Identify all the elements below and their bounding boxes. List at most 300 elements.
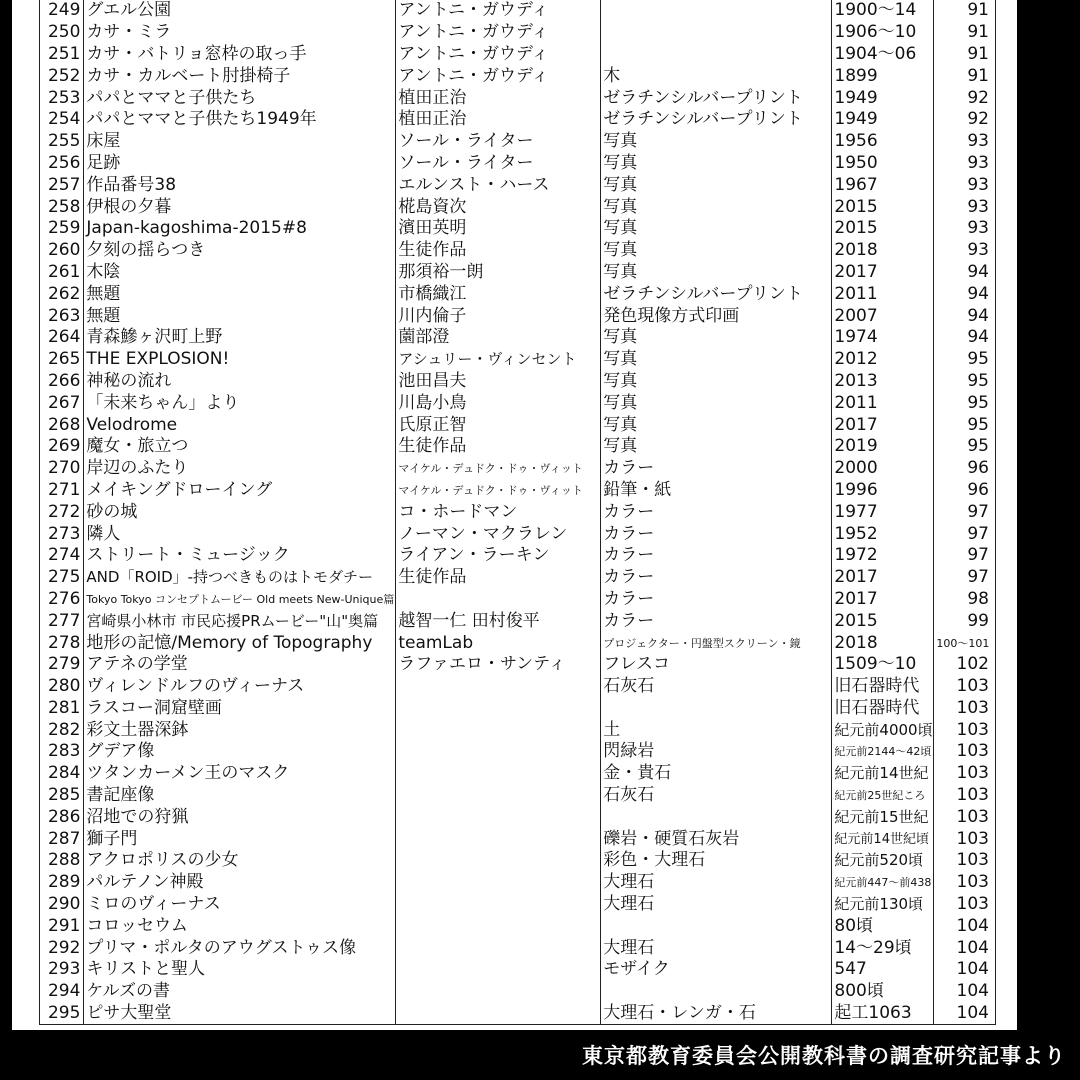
year-cell: 547: [832, 959, 934, 981]
row-number-cell: 255: [40, 131, 84, 153]
year-cell: 紀元前130頃: [832, 894, 934, 916]
year-cell: 紀元前4000頃: [832, 719, 934, 741]
artist-name-cell: ソール・ライター: [396, 153, 601, 175]
table-row: [40, 305, 996, 327]
table-row: [40, 698, 996, 720]
artist-name-cell: 植田正治: [396, 109, 601, 131]
year-cell: 1977: [832, 501, 934, 523]
artwork-title-cell: コロッセウム: [84, 915, 396, 937]
artwork-title-cell: グデア像: [84, 741, 396, 763]
year-cell: 2017: [832, 567, 934, 589]
table-row: [40, 872, 996, 894]
medium-cell: 写真: [601, 174, 832, 196]
medium-cell: [601, 698, 832, 720]
medium-cell: カラー: [601, 523, 832, 545]
table-row: [40, 741, 996, 763]
artist-name-cell: 生徒作品: [396, 436, 601, 458]
table-row: [40, 894, 996, 916]
table-row: [40, 109, 996, 131]
row-number-cell: 264: [40, 327, 84, 349]
medium-cell: 礫岩・硬質石灰岩: [601, 828, 832, 850]
artwork-title-cell: Japan-kagoshima-2015#8: [84, 218, 396, 240]
table-row: [40, 959, 996, 981]
row-number-cell: 261: [40, 262, 84, 284]
row-number-cell: 275: [40, 567, 84, 589]
textbook-page-cell: 93: [934, 131, 996, 153]
textbook-page-cell: 97: [934, 567, 996, 589]
artwork-title-cell: パルテノン神殿: [84, 872, 396, 894]
table-row: [40, 1003, 996, 1025]
row-number-cell: 266: [40, 371, 84, 393]
table-row: [40, 719, 996, 741]
artwork-title-cell: ピサ大聖堂: [84, 1003, 396, 1025]
artwork-title-cell: ミロのヴィーナス: [84, 894, 396, 916]
artwork-title-cell: カサ・ミラ: [84, 22, 396, 44]
artwork-title-cell: 伊根の夕暮: [84, 196, 396, 218]
row-number-cell: 276: [40, 589, 84, 611]
textbook-page-cell: 97: [934, 545, 996, 567]
row-number-cell: 260: [40, 240, 84, 262]
artist-name-cell: [396, 698, 601, 720]
row-number-cell: 262: [40, 283, 84, 305]
row-number-cell: 259: [40, 218, 84, 240]
year-cell: 14〜29頃: [832, 937, 934, 959]
table-row: [40, 262, 996, 284]
artwork-title-cell: 青森鰺ヶ沢町上野: [84, 327, 396, 349]
textbook-page-cell: 94: [934, 262, 996, 284]
table-row: [40, 436, 996, 458]
artwork-title-cell: パパとママと子供たち: [84, 87, 396, 109]
table-row: [40, 196, 996, 218]
artist-name-cell: [396, 785, 601, 807]
artwork-title-cell: Tokyo Tokyo コンセプトムービー Old meets New-Unique篇: [84, 589, 396, 611]
textbook-page-cell: 91: [934, 22, 996, 44]
year-cell: 2013: [832, 371, 934, 393]
medium-cell: 閃緑岩: [601, 741, 832, 763]
year-cell: 2017: [832, 262, 934, 284]
medium-cell: [601, 44, 832, 66]
artist-name-cell: teamLab: [396, 632, 601, 654]
medium-cell: フレスコ: [601, 654, 832, 676]
medium-cell: カラー: [601, 458, 832, 480]
table-row: [40, 392, 996, 414]
artist-name-cell: 池田昌夫: [396, 371, 601, 393]
artwork-title-cell: 砂の城: [84, 501, 396, 523]
textbook-page-cell: 97: [934, 523, 996, 545]
row-number-cell: 285: [40, 785, 84, 807]
table-row: [40, 0, 996, 22]
row-number-cell: 254: [40, 109, 84, 131]
artist-name-cell: [396, 828, 601, 850]
textbook-page-cell: 93: [934, 153, 996, 175]
medium-cell: 彩色・大理石: [601, 850, 832, 872]
medium-cell: [601, 806, 832, 828]
textbook-page-cell: 95: [934, 436, 996, 458]
medium-cell: 写真: [601, 196, 832, 218]
artwork-title-cell: 夕刻の揺らつき: [84, 240, 396, 262]
textbook-page-cell: 103: [934, 894, 996, 916]
table-row: [40, 981, 996, 1003]
artwork-title-cell: AND「ROID」-持つべきものはトモダチー: [84, 567, 396, 589]
medium-cell: カラー: [601, 501, 832, 523]
artwork-title-cell: 獅子門: [84, 828, 396, 850]
medium-cell: [601, 915, 832, 937]
textbook-page-cell: 96: [934, 458, 996, 480]
artist-name-cell: [396, 850, 601, 872]
textbook-page-cell: 93: [934, 240, 996, 262]
year-cell: 2015: [832, 196, 934, 218]
artwork-title-cell: メイキングドローイング: [84, 480, 396, 502]
artist-name-cell: マイケル・デュドク・ドゥ・ヴィット: [396, 458, 601, 480]
textbook-page-cell: 103: [934, 850, 996, 872]
year-cell: 1949: [832, 87, 934, 109]
table-row: [40, 610, 996, 632]
table-row: [40, 501, 996, 523]
table-row: [40, 828, 996, 850]
artist-name-cell: 市橋織江: [396, 283, 601, 305]
row-number-cell: 283: [40, 741, 84, 763]
artist-name-cell: [396, 959, 601, 981]
artist-name-cell: 植田正治: [396, 87, 601, 109]
artwork-title-cell: 岸辺のふたり: [84, 458, 396, 480]
row-number-cell: 289: [40, 872, 84, 894]
row-number-cell: 274: [40, 545, 84, 567]
table-row: [40, 22, 996, 44]
medium-cell: 写真: [601, 349, 832, 371]
textbook-page-cell: 95: [934, 414, 996, 436]
artist-name-cell: ノーマン・マクラレン: [396, 523, 601, 545]
artist-name-cell: [396, 741, 601, 763]
medium-cell: 土: [601, 719, 832, 741]
year-cell: 紀元前520頃: [832, 850, 934, 872]
medium-cell: ゼラチンシルバープリント: [601, 283, 832, 305]
row-number-cell: 273: [40, 523, 84, 545]
medium-cell: 写真: [601, 327, 832, 349]
medium-cell: カラー: [601, 567, 832, 589]
year-cell: 1950: [832, 153, 934, 175]
row-number-cell: 252: [40, 65, 84, 87]
year-cell: 2012: [832, 349, 934, 371]
textbook-page-cell: 93: [934, 196, 996, 218]
table-row: [40, 567, 996, 589]
year-cell: 2018: [832, 632, 934, 654]
table-row: [40, 371, 996, 393]
year-cell: 2015: [832, 218, 934, 240]
artwork-title-cell: キリストと聖人: [84, 959, 396, 981]
artwork-title-cell: 床屋: [84, 131, 396, 153]
year-cell: 1900〜14: [832, 0, 934, 22]
medium-cell: [601, 981, 832, 1003]
year-cell: 1956: [832, 131, 934, 153]
artwork-title-cell: カサ・バトリョ窓枠の取っ手: [84, 44, 396, 66]
artwork-title-cell: THE EXPLOSION!: [84, 349, 396, 371]
medium-cell: ゼラチンシルバープリント: [601, 87, 832, 109]
textbook-page-cell: 91: [934, 44, 996, 66]
medium-cell: 鉛筆・紙: [601, 480, 832, 502]
year-cell: 2000: [832, 458, 934, 480]
row-number-cell: 280: [40, 676, 84, 698]
year-cell: 800頃: [832, 981, 934, 1003]
medium-cell: 発色現像方式印画: [601, 305, 832, 327]
artist-name-cell: 氏原正智: [396, 414, 601, 436]
table-row: [40, 654, 996, 676]
artist-name-cell: アシュリー・ヴィンセント: [396, 349, 601, 371]
medium-cell: ゼラチンシルバープリント: [601, 109, 832, 131]
table-row: [40, 87, 996, 109]
year-cell: 2015: [832, 610, 934, 632]
medium-cell: 石灰石: [601, 785, 832, 807]
table-row: [40, 458, 996, 480]
artwork-title-cell: 地形の記憶/Memory of Topography: [84, 632, 396, 654]
artwork-title-cell: 魔女・旅立つ: [84, 436, 396, 458]
year-cell: 1949: [832, 109, 934, 131]
row-number-cell: 249: [40, 0, 84, 22]
artwork-table-body: [40, 0, 996, 1025]
textbook-page-cell: 103: [934, 676, 996, 698]
year-cell: 1509〜10: [832, 654, 934, 676]
textbook-page-cell: 91: [934, 65, 996, 87]
textbook-page-cell: 103: [934, 698, 996, 720]
year-cell: 1952: [832, 523, 934, 545]
artwork-title-cell: 無題: [84, 283, 396, 305]
artist-name-cell: [396, 719, 601, 741]
artist-name-cell: [396, 806, 601, 828]
medium-cell: 木: [601, 65, 832, 87]
artist-name-cell: コ・ホードマン: [396, 501, 601, 523]
medium-cell: 写真: [601, 414, 832, 436]
year-cell: 紀元前25世紀ころ: [832, 785, 934, 807]
year-cell: 80頃: [832, 915, 934, 937]
row-number-cell: 257: [40, 174, 84, 196]
year-cell: 2011: [832, 392, 934, 414]
table-row: [40, 523, 996, 545]
textbook-page-cell: 104: [934, 1003, 996, 1025]
medium-cell: カラー: [601, 610, 832, 632]
medium-cell: 写真: [601, 392, 832, 414]
artwork-title-cell: ツタンカーメン王のマスク: [84, 763, 396, 785]
textbook-page-cell: 100〜101: [934, 632, 996, 654]
row-number-cell: 256: [40, 153, 84, 175]
artist-name-cell: ライアン・ラーキン: [396, 545, 601, 567]
medium-cell: 写真: [601, 262, 832, 284]
artist-name-cell: アントニ・ガウディ: [396, 44, 601, 66]
textbook-page-cell: 94: [934, 283, 996, 305]
year-cell: 紀元前15世紀: [832, 806, 934, 828]
table-row: [40, 785, 996, 807]
row-number-cell: 258: [40, 196, 84, 218]
table-row: [40, 131, 996, 153]
artist-name-cell: [396, 937, 601, 959]
artwork-title-cell: カサ・カルベート肘掛椅子: [84, 65, 396, 87]
table-row: [40, 174, 996, 196]
table-row: [40, 589, 996, 611]
year-cell: 紀元前14世紀: [832, 763, 934, 785]
table-row: [40, 327, 996, 349]
table-row: [40, 806, 996, 828]
artwork-title-cell: 無題: [84, 305, 396, 327]
medium-cell: カラー: [601, 545, 832, 567]
year-cell: 紀元前447〜前438: [832, 872, 934, 894]
artwork-title-cell: 彩文土器深鉢: [84, 719, 396, 741]
row-number-cell: 287: [40, 828, 84, 850]
medium-cell: 大理石・レンガ・石: [601, 1003, 832, 1025]
textbook-page-cell: 92: [934, 87, 996, 109]
textbook-page-cell: 93: [934, 174, 996, 196]
artwork-title-cell: プリマ・ポルタのアウグストゥス像: [84, 937, 396, 959]
artist-name-cell: エルンスト・ハース: [396, 174, 601, 196]
artist-name-cell: 川島小鳥: [396, 392, 601, 414]
textbook-page-cell: 104: [934, 981, 996, 1003]
table-row: [40, 632, 996, 654]
artist-name-cell: アントニ・ガウディ: [396, 22, 601, 44]
table-row: [40, 937, 996, 959]
row-number-cell: 267: [40, 392, 84, 414]
artwork-title-cell: 足跡: [84, 153, 396, 175]
table-row: [40, 480, 996, 502]
textbook-page-cell: 95: [934, 371, 996, 393]
textbook-page-cell: 103: [934, 741, 996, 763]
table-row: [40, 349, 996, 371]
artist-name-cell: アントニ・ガウディ: [396, 65, 601, 87]
artwork-title-cell: 宮崎県小林市 市民応援PRムービー"山"奥篇: [84, 610, 396, 632]
medium-cell: 写真: [601, 218, 832, 240]
artist-name-cell: [396, 915, 601, 937]
row-number-cell: 253: [40, 87, 84, 109]
textbook-page-cell: 103: [934, 828, 996, 850]
artwork-title-cell: パパとママと子供たち1949年: [84, 109, 396, 131]
year-cell: 旧石器時代: [832, 698, 934, 720]
row-number-cell: 291: [40, 915, 84, 937]
artist-name-cell: ラファエロ・サンティ: [396, 654, 601, 676]
table-row: [40, 545, 996, 567]
textbook-page-cell: 103: [934, 719, 996, 741]
row-number-cell: 271: [40, 480, 84, 502]
textbook-page-cell: 103: [934, 806, 996, 828]
artwork-title-cell: 作品番号38: [84, 174, 396, 196]
table-row: [40, 763, 996, 785]
artist-name-cell: [396, 676, 601, 698]
row-number-cell: 286: [40, 806, 84, 828]
textbook-page-cell: 94: [934, 327, 996, 349]
table-row: [40, 65, 996, 87]
year-cell: 起工1063: [832, 1003, 934, 1025]
year-cell: 旧石器時代: [832, 676, 934, 698]
artist-name-cell: 椛島資次: [396, 196, 601, 218]
medium-cell: 写真: [601, 240, 832, 262]
textbook-page-cell: 103: [934, 785, 996, 807]
row-number-cell: 268: [40, 414, 84, 436]
artist-name-cell: [396, 763, 601, 785]
source-caption: 東京都教育委員会公開教科書の調査研究記事より: [582, 1043, 1066, 1068]
artwork-title-cell: 木陰: [84, 262, 396, 284]
artist-name-cell: 越智一仁 田村俊平: [396, 610, 601, 632]
year-cell: 1967: [832, 174, 934, 196]
artwork-title-cell: ヴィレンドルフのヴィーナス: [84, 676, 396, 698]
artist-name-cell: 生徒作品: [396, 240, 601, 262]
artist-name-cell: 薗部澄: [396, 327, 601, 349]
artist-name-cell: 生徒作品: [396, 567, 601, 589]
artist-name-cell: ソール・ライター: [396, 131, 601, 153]
textbook-page-cell: 93: [934, 218, 996, 240]
artwork-title-cell: アクロポリスの少女: [84, 850, 396, 872]
medium-cell: 大理石: [601, 872, 832, 894]
medium-cell: 大理石: [601, 894, 832, 916]
year-cell: 2011: [832, 283, 934, 305]
medium-cell: [601, 22, 832, 44]
year-cell: 1996: [832, 480, 934, 502]
row-number-cell: 277: [40, 610, 84, 632]
table-row: [40, 414, 996, 436]
year-cell: 1974: [832, 327, 934, 349]
medium-cell: 金・貴石: [601, 763, 832, 785]
textbook-page-cell: 102: [934, 654, 996, 676]
year-cell: 2007: [832, 305, 934, 327]
artist-name-cell: 川内倫子: [396, 305, 601, 327]
textbook-page-cell: 104: [934, 915, 996, 937]
year-cell: 2017: [832, 414, 934, 436]
row-number-cell: 251: [40, 44, 84, 66]
medium-cell: 石灰石: [601, 676, 832, 698]
year-cell: 2017: [832, 589, 934, 611]
row-number-cell: 269: [40, 436, 84, 458]
medium-cell: 大理石: [601, 937, 832, 959]
textbook-page-cell: 92: [934, 109, 996, 131]
table-row: [40, 850, 996, 872]
row-number-cell: 290: [40, 894, 84, 916]
row-number-cell: 272: [40, 501, 84, 523]
table-row: [40, 676, 996, 698]
row-number-cell: 270: [40, 458, 84, 480]
table-row: [40, 218, 996, 240]
artwork-title-cell: 神秘の流れ: [84, 371, 396, 393]
medium-cell: 写真: [601, 131, 832, 153]
artwork-title-cell: アテネの学堂: [84, 654, 396, 676]
row-number-cell: 293: [40, 959, 84, 981]
artwork-title-cell: Velodrome: [84, 414, 396, 436]
row-number-cell: 279: [40, 654, 84, 676]
medium-cell: モザイク: [601, 959, 832, 981]
artist-name-cell: [396, 894, 601, 916]
year-cell: 紀元前14世紀頃: [832, 828, 934, 850]
row-number-cell: 292: [40, 937, 84, 959]
medium-cell: 写真: [601, 153, 832, 175]
artwork-title-cell: グエル公園: [84, 0, 396, 22]
textbook-page-cell: 97: [934, 501, 996, 523]
artist-name-cell: 濱田英明: [396, 218, 601, 240]
textbook-page-cell: 99: [934, 610, 996, 632]
textbook-page-cell: 91: [934, 0, 996, 22]
year-cell: 紀元前2144〜42頃: [832, 741, 934, 763]
textbook-page-cell: 98: [934, 589, 996, 611]
artist-name-cell: マイケル・デュドク・ドゥ・ヴィット: [396, 480, 601, 502]
medium-cell: [601, 0, 832, 22]
spreadsheet-page: [12, 0, 1017, 1030]
table-row: [40, 915, 996, 937]
artwork-title-cell: ケルズの書: [84, 981, 396, 1003]
artist-name-cell: アントニ・ガウディ: [396, 0, 601, 22]
year-cell: 1906〜10: [832, 22, 934, 44]
table-row: [40, 283, 996, 305]
textbook-page-cell: 104: [934, 937, 996, 959]
row-number-cell: 250: [40, 22, 84, 44]
medium-cell: 写真: [601, 371, 832, 393]
table-row: [40, 153, 996, 175]
artist-name-cell: [396, 872, 601, 894]
medium-cell: 写真: [601, 436, 832, 458]
artwork-table: [39, 0, 996, 1025]
row-number-cell: 295: [40, 1003, 84, 1025]
row-number-cell: 282: [40, 719, 84, 741]
